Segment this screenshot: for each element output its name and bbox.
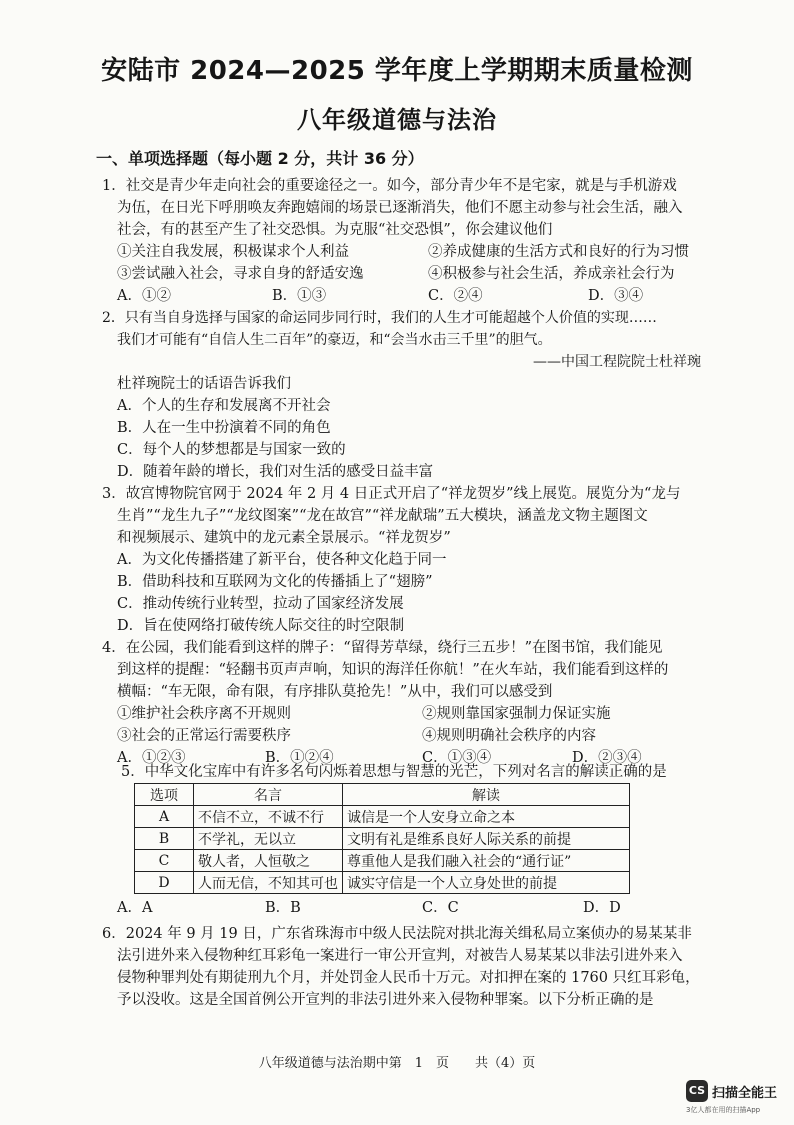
- q1-line-3: 社会，有的甚至产生了社交恐惧。为克服“社交恐惧”，你会建议他们: [117, 222, 553, 238]
- table-cell-quote: 不学礼，无以立: [194, 828, 343, 850]
- q1-statement-1: ①关注自我发展，积极谋求个人利益: [117, 244, 349, 260]
- q6-line-3: 侵物种罪判处有期徒刑九个月，并处罚金人民币十万元。对扣押在案的 1760 只红耳彩龟，: [117, 970, 700, 986]
- table-header-row: [135, 784, 630, 806]
- q1-option-c: C．②④: [428, 288, 483, 304]
- q4-line-1: 4．在公园，我们能看到这样的牌子：“留得芳草绿，绕行三五步！”在图书馆，我们能见: [102, 640, 663, 656]
- table-cell-interpretation: 诚信是一个人安身立命之本: [343, 806, 630, 828]
- q5-option-a: A．A: [117, 900, 153, 916]
- q2-stem: 杜祥琬院士的话语告诉我们: [117, 376, 291, 392]
- q4-option-a: A．①②③: [117, 750, 186, 766]
- q4-statement-3: ③社会的正常运行需要秩序: [117, 728, 291, 744]
- q2-option-d: D．随着年龄的增长，我们对生活的感受日益丰富: [117, 464, 434, 480]
- q5-quote-table: [134, 783, 630, 894]
- q2-source: ——中国工程院院士杜祥琬: [533, 354, 701, 370]
- q5-option-b: B．B: [265, 900, 301, 916]
- table-header-quote: 名言: [194, 784, 343, 806]
- table-cell-interpretation: 文明有礼是维系良好人际关系的前提: [343, 828, 630, 850]
- q3-option-b: B．借助科技和互联网为文化的传播插上了“翅膀”: [117, 574, 433, 590]
- table-cell-option: D: [135, 872, 194, 894]
- q2-line-2: 我们才可能有“自信人生二百年”的豪迈，和“会当水击三千里”的胆气。: [117, 332, 552, 348]
- q1-option-a: A．①②: [117, 288, 171, 304]
- q6-line-4: 予以没收。这是全国首例公开宣判的非法引进外来入侵物种罪案。以下分析正确的是: [117, 992, 654, 1008]
- table-header-interpretation: 解读: [343, 784, 630, 806]
- q4-option-b: B．①②④: [265, 750, 334, 766]
- q2-option-a: A．个人的生存和发展离不开社会: [117, 398, 331, 414]
- q3-option-d: D．旨在使网络打破传统人际交往的时空限制: [117, 618, 405, 634]
- table-row: [135, 850, 630, 872]
- table-cell-option: C: [135, 850, 194, 872]
- scanner-logo-icon: CS: [686, 1080, 708, 1102]
- q1-statement-2: ②养成健康的生活方式和良好的行为习惯: [428, 244, 689, 260]
- q6-line-1: 6．2024 年 9 月 19 日，广东省珠海市中级人民法院对拱北海关缉私局立案侦办的易某某非: [102, 926, 692, 942]
- q3-option-a: A．为文化传播搭建了新平台，使各种文化趋于同一: [117, 552, 447, 568]
- scanner-tagline: 3亿人都在用的扫描App: [686, 1106, 761, 1114]
- table-row: [135, 872, 630, 894]
- q4-statement-1: ①维护社会秩序离不开规则: [117, 706, 291, 722]
- table-cell-option: A: [135, 806, 194, 828]
- q1-statement-4: ④积极参与社会生活，养成亲社会行为: [428, 266, 675, 282]
- q3-line-1: 3．故宫博物院官网于 2024 年 2 月 4 日正式开启了“祥龙贺岁”线上展览。展览分为“龙与: [102, 486, 681, 502]
- q1-option-b: B．①③: [272, 288, 327, 304]
- q5-stem: 5．中华文化宝库中有许多名句闪烁着思想与智慧的光芒，下列对名言的解读正确的是: [121, 764, 667, 780]
- q3-option-c: C．推动传统行业转型，拉动了国家经济发展: [117, 596, 404, 612]
- exam-subject: 八年级道德与法治: [297, 106, 497, 134]
- q4-option-c: C．①③④: [422, 750, 492, 766]
- q1-line-2: 为伍，在日光下呼朋唤友奔跑嬉闹的场景已逐渐消失，他们不愿主动参与社会生活，融入: [117, 200, 683, 216]
- q5-option-d: D．D: [583, 900, 621, 916]
- q1-line-1: 1．社交是青少年走向社会的重要途径之一。如今，部分青少年不是宅家，就是与手机游戏: [102, 178, 677, 194]
- q4-line-3: 横幅：“车无限，命有限，有序排队莫抢先！”从中，我们可以感受到: [117, 684, 553, 700]
- table-header-option: 选项: [135, 784, 194, 806]
- exam-title: 安陆市 2024—2025 学年度上学期期末质量检测: [101, 56, 693, 86]
- q4-line-2: 到这样的提醒：“轻翻书页声声响，知识的海洋任你航！”在火车站，我们能看到这样的: [117, 662, 669, 678]
- q5-option-c: C．C: [422, 900, 459, 916]
- table-cell-interpretation: 诚实守信是一个人立身处世的前提: [343, 872, 630, 894]
- table-row: [135, 806, 630, 828]
- table-row: [135, 828, 630, 850]
- q4-statement-4: ④规则明确社会秩序的内容: [422, 728, 596, 744]
- q4-statement-2: ②规则靠国家强制力保证实施: [422, 706, 611, 722]
- q3-line-3: 和视频展示、建筑中的龙元素全景展示。“祥龙贺岁”: [117, 530, 451, 546]
- q4-option-d: D．②③④: [572, 750, 642, 766]
- scanner-name: 扫描全能王: [712, 1086, 778, 1101]
- table-cell-quote: 敬人者，人恒敬之: [194, 850, 343, 872]
- q2-line-1: 2．只有当自身选择与国家的命运同步同行时，我们的人生才可能超越个人价值的实现……: [102, 310, 657, 326]
- q2-option-c: C．每个人的梦想都是与国家一致的: [117, 442, 346, 458]
- table-cell-quote: 不信不立，不诚不行: [194, 806, 343, 828]
- table-cell-interpretation: 尊重他人是我们融入社会的“通行证”: [343, 850, 630, 872]
- page-footer: 八年级道德与法治期中第 1 页 共（4）页: [258, 1056, 536, 1071]
- scanner-watermark: [686, 1080, 776, 1120]
- q2-option-b: B．人在一生中扮演着不同的角色: [117, 420, 331, 436]
- q3-line-2: 生肖”“龙生九子”“龙纹图案”“龙在故宫”“祥龙献瑞”五大模块，涵盖龙文物主题图文: [117, 508, 648, 524]
- q1-option-d: D．③④: [588, 288, 644, 304]
- table-cell-option: B: [135, 828, 194, 850]
- q1-statement-3: ③尝试融入社会，寻求自身的舒适安逸: [117, 266, 364, 282]
- q6-line-2: 法引进外来入侵物种红耳彩龟一案进行一审公开宣判，对被告人易某某以非法引进外来入: [117, 948, 683, 964]
- table-cell-quote: 人而无信，不知其可也: [194, 872, 343, 894]
- section-heading: 一、单项选择题（每小题 2 分，共计 36 分）: [96, 149, 424, 168]
